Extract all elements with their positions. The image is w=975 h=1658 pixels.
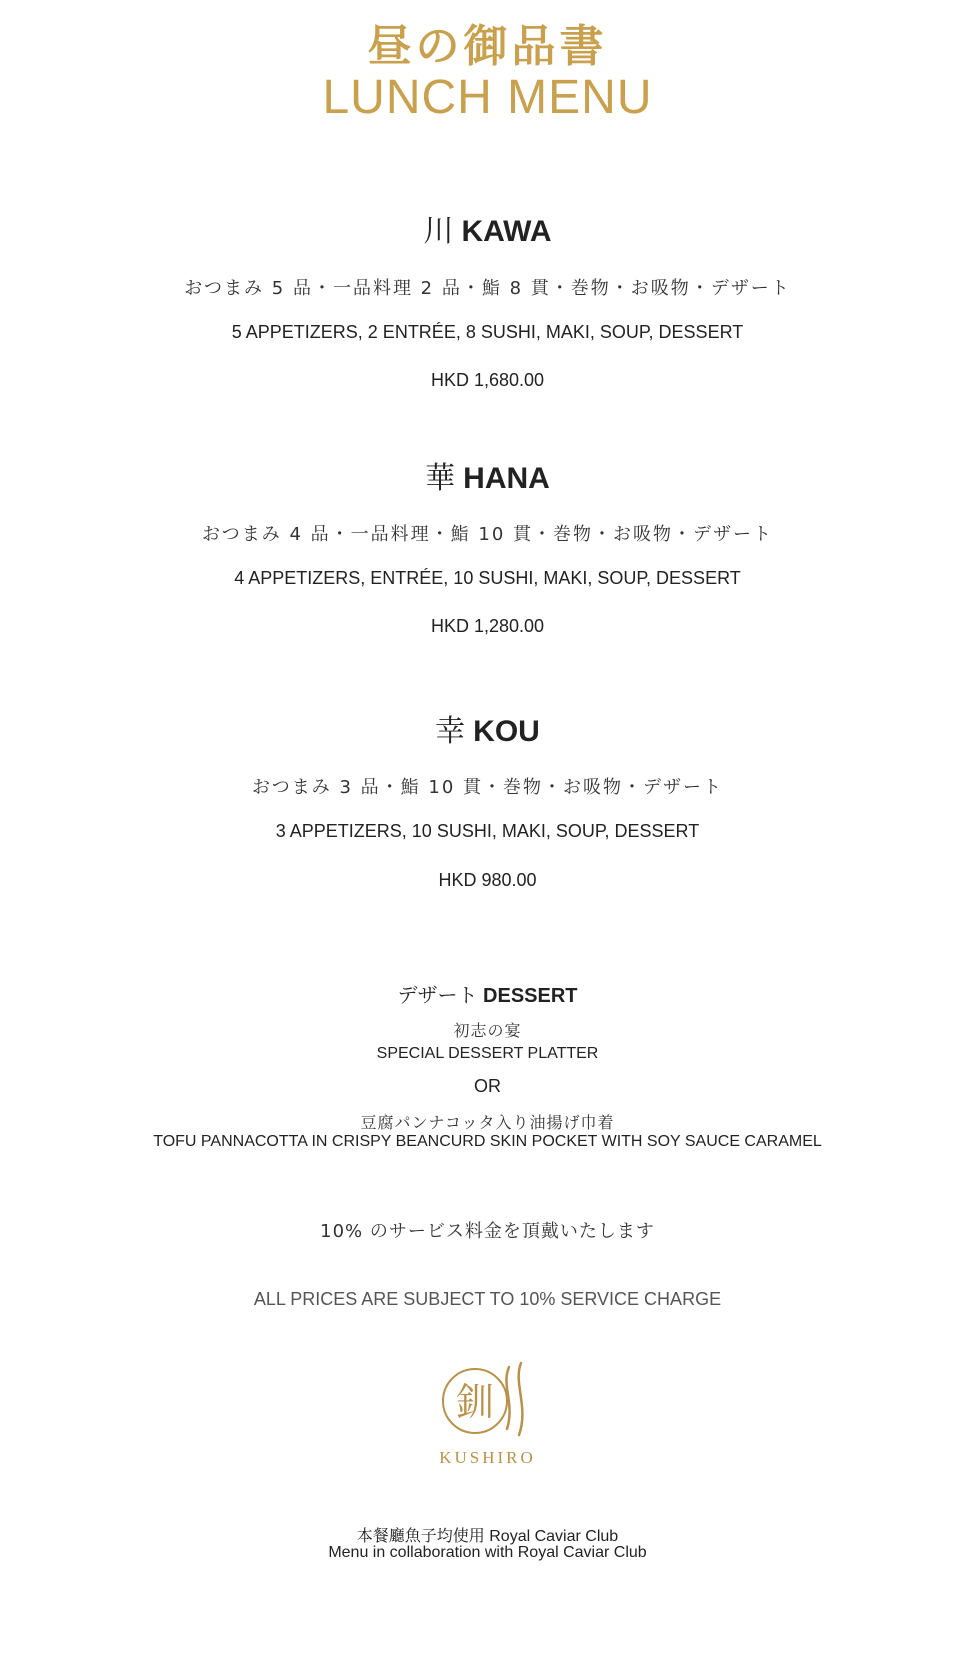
course-name-en: HANA (463, 462, 550, 495)
course-name-jp: 幸 (435, 714, 466, 749)
service-charge-en: ALL PRICES ARE SUBJECT TO 10% SERVICE CHARGE (253, 1289, 722, 1309)
course-title-hana (0, 453, 975, 497)
course-price: HKD 980.00 (438, 870, 537, 890)
service-charge-jp: 10% のサービス料金を頂戴いたします (320, 1221, 655, 1242)
kushiro-logo-icon (437, 1355, 537, 1445)
footer-collab-en: Menu in collaboration with Royal Caviar Club (328, 1544, 647, 1561)
dessert-option1-en: SPECIAL DESSERT PLATTER (376, 1045, 599, 1062)
course-items-jp: おつまみ 4 品・一品料理・鮨 10 貫・巻物・お吸物・デザート (201, 524, 774, 545)
dessert-heading (0, 979, 975, 1008)
dessert-option1-jp: 初志の宴 (453, 1021, 522, 1040)
course-items-en: 3 APPETIZERS, 10 SUSHI, MAKI, SOUP, DESSERT (275, 821, 700, 841)
dessert-option2-jp: 豆腐パンナコッタ入り油揚げ巾着 (360, 1113, 615, 1132)
brand-name: KUSHIRO (439, 1448, 536, 1467)
course-price: HKD 1,680.00 (430, 370, 545, 390)
dessert-heading-jp: デザート (397, 985, 478, 1007)
page-title-jp: 昼の御品書 (367, 21, 608, 72)
course-name-jp: 川 (423, 214, 454, 249)
dessert-heading-en: DESSERT (483, 985, 578, 1007)
course-title-kou (0, 706, 975, 750)
course-items-jp: おつまみ 5 品・一品料理 2 品・鮨 8 貫・巻物・お吸物・デザート (184, 278, 791, 299)
dessert-option2-en: TOFU PANNACOTTA IN CRISPY BEANCURD SKIN POCKET WITH SOY SAUCE CARAMEL (153, 1133, 822, 1150)
course-title-kawa (0, 206, 975, 250)
logo-glyph: 釧 (455, 1380, 495, 1424)
course-items-en: 5 APPETIZERS, 2 ENTRÉE, 8 SUSHI, MAKI, SOUP, DESSERT (231, 322, 744, 342)
page-title-en: LUNCH MENU (322, 71, 653, 124)
course-name-jp: 華 (425, 461, 456, 496)
course-items-jp: おつまみ 3 品・鮨 10 貫・巻物・お吸物・デザート (251, 777, 724, 798)
dessert-or: OR (474, 1076, 501, 1096)
course-price: HKD 1,280.00 (430, 616, 545, 636)
course-name-en: KOU (473, 715, 540, 748)
course-items-en: 4 APPETIZERS, ENTRÉE, 10 SUSHI, MAKI, SOUP, DESSERT (234, 568, 741, 588)
footer-collab-jp: 本餐廳魚子均使用 Royal Caviar Club (356, 1528, 619, 1545)
course-name-en: KAWA (461, 215, 552, 248)
